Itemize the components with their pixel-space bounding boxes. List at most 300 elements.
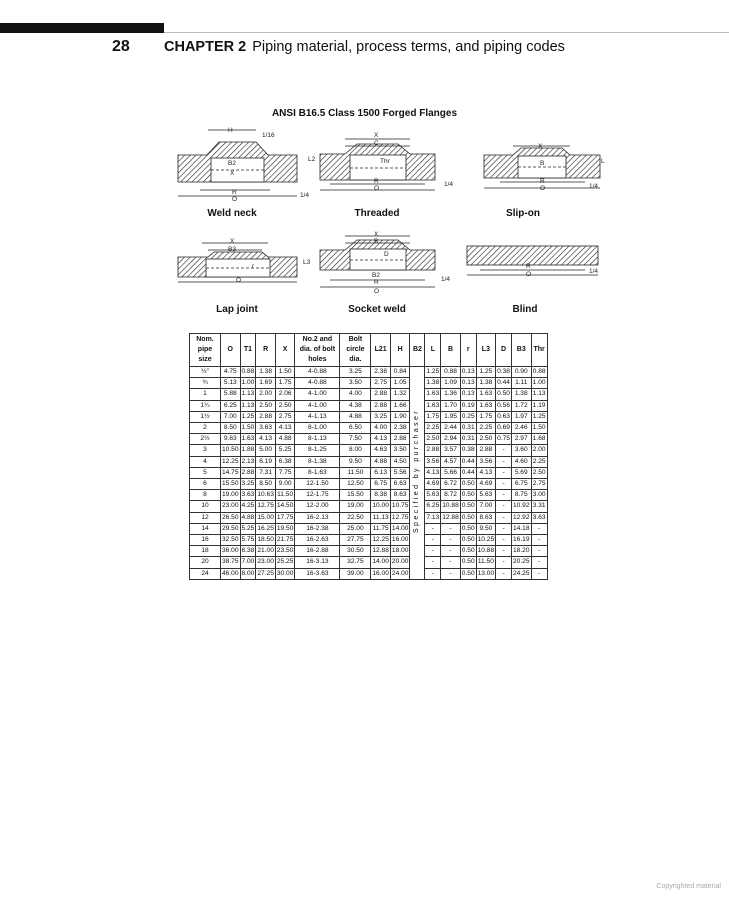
table-cell: 4.60 xyxy=(511,456,531,467)
table-cell: 6.75 xyxy=(371,479,391,490)
table-cell: 1.25 xyxy=(425,367,441,378)
table-cell: 18 xyxy=(190,546,221,557)
table-cell: 0.38 xyxy=(460,445,476,456)
header-bolt-holes: No.2 and dia. of bolt holes xyxy=(295,334,340,367)
table-cell: 1.38 xyxy=(476,378,496,389)
table-cell: 1.19 xyxy=(531,400,547,411)
table-cell: 1.63 xyxy=(425,389,441,400)
table-cell: 11.50 xyxy=(340,467,371,478)
table-cell: 0.90 xyxy=(511,367,531,378)
table-cell: 8.63 xyxy=(476,512,496,523)
table-cell: - xyxy=(496,467,512,478)
table-cell: 11.13 xyxy=(371,512,391,523)
table-cell: 6.38 xyxy=(240,546,256,557)
table-cell: 2.13 xyxy=(240,456,256,467)
table-cell: 30.00 xyxy=(275,568,295,579)
label-quarter-slip: 1/4 xyxy=(589,183,599,190)
blind-diagram xyxy=(467,246,598,275)
table-cell: 0.88 xyxy=(240,367,256,378)
table-cell: 12-1.50 xyxy=(295,479,340,490)
label-C-thr: C xyxy=(374,140,379,147)
header-r: r xyxy=(460,334,476,367)
table-cell: 23.00 xyxy=(221,501,241,512)
table-cell: 2.50 xyxy=(531,467,547,478)
header-bolt-circle: Bolt circle dia. xyxy=(340,334,371,367)
table-cell: 0.50 xyxy=(460,490,476,501)
table-cell: 2.00 xyxy=(256,389,276,400)
table-row xyxy=(190,535,548,546)
label-B3-lap: B3 xyxy=(228,246,236,253)
table-cell: 12 xyxy=(190,512,221,523)
table-cell: - xyxy=(441,535,461,546)
table-cell: 1.66 xyxy=(390,400,410,411)
table-cell: 12.92 xyxy=(511,512,531,523)
table-cell: 30.50 xyxy=(340,546,371,557)
table-cell: 0.50 xyxy=(460,546,476,557)
table-cell: 3.63 xyxy=(240,490,256,501)
table-cell: - xyxy=(496,523,512,534)
table-cell: 0.13 xyxy=(460,367,476,378)
table-cell: 1.69 xyxy=(256,378,276,389)
table-cell: 1.38 xyxy=(511,389,531,400)
table-cell: 2.75 xyxy=(371,378,391,389)
label-R-weld: R xyxy=(232,189,237,196)
table-cell: 11.50 xyxy=(476,557,496,568)
table-cell: 1.95 xyxy=(441,411,461,422)
table-cell: 23.50 xyxy=(275,546,295,557)
table-cell: - xyxy=(496,568,512,579)
table-cell: 6.13 xyxy=(371,467,391,478)
table-cell: 3.31 xyxy=(531,501,547,512)
table-cell: 1½ xyxy=(190,411,221,422)
table-cell: 10.75 xyxy=(390,501,410,512)
header-D: D xyxy=(496,334,512,367)
table-cell: 12.25 xyxy=(371,535,391,546)
label-quarter-socket: 1/4 xyxy=(441,276,451,283)
table-cell: 4-0.88 xyxy=(295,378,340,389)
flange-dimension-table xyxy=(189,333,548,580)
table-cell: 0.56 xyxy=(496,400,512,411)
specified-by-purchaser-cell xyxy=(410,367,425,580)
table-cell: 12.88 xyxy=(441,512,461,523)
table-cell: 1.90 xyxy=(390,411,410,422)
table-row xyxy=(190,400,548,411)
table-cell: 27.25 xyxy=(256,568,276,579)
table-cell: 1.25 xyxy=(476,367,496,378)
table-cell: 2½ xyxy=(190,434,221,445)
table-cell: 16 xyxy=(190,535,221,546)
table-cell: 1.50 xyxy=(531,423,547,434)
label-X-lap: X xyxy=(230,238,235,245)
table-cell: 25.25 xyxy=(275,557,295,568)
table-cell: 12.25 xyxy=(221,456,241,467)
table-cell: 6.19 xyxy=(256,456,276,467)
table-cell: 15.50 xyxy=(221,479,241,490)
table-row xyxy=(190,568,548,579)
flange-diagrams xyxy=(0,0,729,330)
table-cell: 1.25 xyxy=(531,411,547,422)
table-cell: - xyxy=(425,535,441,546)
table-cell: 1.63 xyxy=(240,434,256,445)
label-X-weld: X xyxy=(230,170,235,177)
label-B2-weld: B2 xyxy=(228,160,236,167)
table-cell: 0.50 xyxy=(460,568,476,579)
table-cell: 9.50 xyxy=(476,523,496,534)
table-cell: 18.20 xyxy=(511,546,531,557)
table-cell: 8-1.38 xyxy=(295,456,340,467)
table-cell: 1.75 xyxy=(275,378,295,389)
table-cell: 4.13 xyxy=(256,434,276,445)
table-cell: 4.63 xyxy=(371,445,391,456)
table-cell: 8.72 xyxy=(441,490,461,501)
table-cell: 12.88 xyxy=(371,546,391,557)
table-cell: 2.94 xyxy=(441,434,461,445)
table-cell: 22.50 xyxy=(340,512,371,523)
table-cell: 4.69 xyxy=(476,479,496,490)
table-cell: 3.63 xyxy=(531,512,547,523)
label-O-blind: O xyxy=(526,271,532,278)
table-cell: 5.25 xyxy=(240,523,256,534)
table-cell: 2.88 xyxy=(476,445,496,456)
table-cell: 19.00 xyxy=(340,501,371,512)
table-cell: 3.63 xyxy=(256,423,276,434)
header-L: L xyxy=(425,334,441,367)
table-cell: 0.13 xyxy=(460,378,476,389)
table-cell: 6 xyxy=(190,479,221,490)
table-cell: 8.63 xyxy=(390,490,410,501)
table-cell: 6.50 xyxy=(340,423,371,434)
table-cell: 14 xyxy=(190,523,221,534)
table-cell: 14.75 xyxy=(221,467,241,478)
table-cell: 2.00 xyxy=(531,445,547,456)
table-cell: 4-0.88 xyxy=(295,367,340,378)
table-cell: 1.97 xyxy=(511,411,531,422)
table-cell: 16.00 xyxy=(390,535,410,546)
table-cell: 3.25 xyxy=(240,479,256,490)
table-cell: 6.75 xyxy=(511,479,531,490)
table-cell: 6.63 xyxy=(390,479,410,490)
table-cell: 17.75 xyxy=(275,512,295,523)
table-cell: 1.75 xyxy=(476,411,496,422)
table-cell: 8.38 xyxy=(371,490,391,501)
table-cell: 2.06 xyxy=(275,389,295,400)
table-cell: 1.63 xyxy=(425,400,441,411)
table-cell: 12-1.75 xyxy=(295,490,340,501)
table-cell: 27.75 xyxy=(340,535,371,546)
table-cell: 4.88 xyxy=(340,411,371,422)
table-cell: 2.88 xyxy=(256,411,276,422)
table-cell: 0.31 xyxy=(460,434,476,445)
table-cell: 4.88 xyxy=(275,434,295,445)
label-B-socket: B xyxy=(374,238,379,245)
header-R: R xyxy=(256,334,276,367)
table-cell: 2.97 xyxy=(511,434,531,445)
table-cell: 10.88 xyxy=(476,546,496,557)
table-cell: - xyxy=(441,557,461,568)
table-cell: - xyxy=(425,568,441,579)
table-cell: 4.88 xyxy=(371,456,391,467)
label-r-lap: r xyxy=(252,263,255,270)
table-cell: 1.38 xyxy=(425,378,441,389)
table-cell: 6.25 xyxy=(221,400,241,411)
caption-slip-on: Slip-on xyxy=(506,208,540,219)
table-cell: 20.00 xyxy=(390,557,410,568)
table-cell: 21.75 xyxy=(275,535,295,546)
table-cell: 13.00 xyxy=(476,568,496,579)
table-cell: 3.50 xyxy=(340,378,371,389)
label-O-lap: O xyxy=(236,277,242,284)
table-cell: 3.56 xyxy=(476,456,496,467)
table-cell: ¾ xyxy=(190,378,221,389)
table-cell: 0.75 xyxy=(496,434,512,445)
table-cell: 6.38 xyxy=(275,456,295,467)
table-cell: 0.50 xyxy=(460,501,476,512)
header-Thr: Thr xyxy=(531,334,547,367)
label-R-thr: R xyxy=(374,178,379,185)
table-cell: 4.57 xyxy=(441,456,461,467)
table-row xyxy=(190,479,548,490)
header-H: H xyxy=(390,334,410,367)
table-cell: 4.88 xyxy=(240,512,256,523)
table-cell: 4 xyxy=(190,456,221,467)
table-cell: 38.75 xyxy=(221,557,241,568)
table-cell: 1.63 xyxy=(476,400,496,411)
table-cell: 7.31 xyxy=(256,467,276,478)
table-cell: 1.13 xyxy=(240,389,256,400)
table-cell: 5.00 xyxy=(256,445,276,456)
table-cell: - xyxy=(531,535,547,546)
table-cell: 7.00 xyxy=(221,411,241,422)
table-cell: 12.50 xyxy=(340,479,371,490)
table-cell: 10 xyxy=(190,501,221,512)
table-cell: 11.50 xyxy=(275,490,295,501)
label-R-socket: R xyxy=(374,279,379,286)
table-cell: 5.56 xyxy=(390,467,410,478)
label-quarter-weld: 1/4 xyxy=(300,192,310,199)
label-O-weld: O xyxy=(232,196,238,203)
table-cell: 18.00 xyxy=(390,546,410,557)
table-cell: - xyxy=(531,523,547,534)
table-cell: 4.38 xyxy=(340,400,371,411)
table-row xyxy=(190,467,548,478)
table-cell: 1.32 xyxy=(390,389,410,400)
table-cell: 0.44 xyxy=(460,456,476,467)
table-cell: 0.50 xyxy=(460,512,476,523)
label-B-slip: B xyxy=(540,160,545,167)
table-cell: 10.50 xyxy=(221,445,241,456)
table-cell: 16-2.13 xyxy=(295,512,340,523)
table-cell: 0.25 xyxy=(460,411,476,422)
table-row xyxy=(190,445,548,456)
table-cell: - xyxy=(496,490,512,501)
table-cell: 39.00 xyxy=(340,568,371,579)
table-cell: 3.25 xyxy=(371,411,391,422)
table-row xyxy=(190,501,548,512)
table-cell: 8-1.13 xyxy=(295,434,340,445)
table-cell: 10.00 xyxy=(371,501,391,512)
table-cell: 1.38 xyxy=(256,367,276,378)
table-cell: 2.75 xyxy=(531,479,547,490)
table-cell: 8.00 xyxy=(340,445,371,456)
table-cell: 2.25 xyxy=(476,423,496,434)
table-row xyxy=(190,389,548,400)
table-cell: 5.13 xyxy=(221,378,241,389)
table-cell: 16-2.63 xyxy=(295,535,340,546)
table-cell: 5.88 xyxy=(221,389,241,400)
table-cell: 1.05 xyxy=(390,378,410,389)
label-O-thr: O xyxy=(374,185,380,192)
table-cell: 0.69 xyxy=(496,423,512,434)
table-cell: 3.56 xyxy=(425,456,441,467)
table-cell: 16.25 xyxy=(256,523,276,534)
table-cell: - xyxy=(441,523,461,534)
table-cell: 2.88 xyxy=(371,400,391,411)
table-cell: - xyxy=(496,501,512,512)
table-cell: 6.72 xyxy=(441,479,461,490)
table-cell: 16-2.38 xyxy=(295,523,340,534)
table-cell: 1.00 xyxy=(240,378,256,389)
table-cell: - xyxy=(441,568,461,579)
table-cell: 19.00 xyxy=(221,490,241,501)
table-cell: 1 xyxy=(190,389,221,400)
table-cell: 7.50 xyxy=(340,434,371,445)
table-cell: 2.38 xyxy=(371,367,391,378)
table-cell: 5.25 xyxy=(275,445,295,456)
table-cell: 2.88 xyxy=(371,389,391,400)
table-row xyxy=(190,434,548,445)
table-cell: 5.66 xyxy=(441,467,461,478)
table-cell: 46.00 xyxy=(221,568,241,579)
label-X-thr: X xyxy=(374,132,379,139)
table-cell: 2.88 xyxy=(425,445,441,456)
table-row xyxy=(190,557,548,568)
table-cell: 4-1.13 xyxy=(295,411,340,422)
table-cell: 4.69 xyxy=(425,479,441,490)
header-L21: L21 xyxy=(371,334,391,367)
header-O: O xyxy=(221,334,241,367)
table-cell: 1¼ xyxy=(190,400,221,411)
table-cell: 0.31 xyxy=(460,423,476,434)
table-cell: 1.00 xyxy=(531,378,547,389)
table-cell: 32.50 xyxy=(221,535,241,546)
table-cell: - xyxy=(496,456,512,467)
table-cell: 0.88 xyxy=(441,367,461,378)
table-cell: 20.25 xyxy=(511,557,531,568)
table-cell: 2.50 xyxy=(425,434,441,445)
table-cell: 19.50 xyxy=(275,523,295,534)
page-number: 28 xyxy=(112,38,130,55)
table-cell: 4.13 xyxy=(476,467,496,478)
table-cell: - xyxy=(531,546,547,557)
table-cell: 8-1.63 xyxy=(295,467,340,478)
label-H: H xyxy=(228,127,233,134)
header-nom-pipe-size: Nom. pipe size xyxy=(190,334,221,367)
table-cell: 2.88 xyxy=(390,434,410,445)
table-cell: 12-2.00 xyxy=(295,501,340,512)
table-row xyxy=(190,490,548,501)
table-cell: - xyxy=(531,557,547,568)
table-cell: 29.50 xyxy=(221,523,241,534)
table-cell: 16.19 xyxy=(511,535,531,546)
label-R-slip: R xyxy=(540,178,545,185)
table-cell: 8.50 xyxy=(256,479,276,490)
label-L-slip: L xyxy=(601,158,605,165)
table-row xyxy=(190,546,548,557)
table-cell: 24 xyxy=(190,568,221,579)
table-cell: - xyxy=(496,557,512,568)
table-cell: 10.63 xyxy=(256,490,276,501)
table-cell: 2 xyxy=(190,423,221,434)
table-cell: 2.46 xyxy=(511,423,531,434)
label-L3-lap: L3 xyxy=(303,259,311,266)
table-cell: 4.50 xyxy=(390,456,410,467)
table-cell: 1.50 xyxy=(240,423,256,434)
label-L2: L2 xyxy=(308,156,316,163)
table-cell: 1.09 xyxy=(441,378,461,389)
table-cell: 5.69 xyxy=(511,467,531,478)
table-cell: 5.63 xyxy=(425,490,441,501)
label-quarter-thr: 1/4 xyxy=(444,181,454,188)
table-cell: 16-2.88 xyxy=(295,546,340,557)
table-cell: 0.50 xyxy=(460,557,476,568)
table-cell: 8.75 xyxy=(511,490,531,501)
table-cell: 0.50 xyxy=(460,479,476,490)
table-cell: 1.25 xyxy=(240,411,256,422)
table-cell: 12.75 xyxy=(256,501,276,512)
table-cell: 2.25 xyxy=(425,423,441,434)
table-cell: 36.00 xyxy=(221,546,241,557)
caption-socket-weld: Socket weld xyxy=(348,304,406,315)
caption-blind: Blind xyxy=(512,304,538,315)
table-row xyxy=(190,423,548,434)
table-cell: 4-1.00 xyxy=(295,400,340,411)
table-cell: 1.68 xyxy=(531,434,547,445)
table-row xyxy=(190,456,548,467)
table-cell: 20 xyxy=(190,557,221,568)
header-B: B xyxy=(441,334,461,367)
table-row xyxy=(190,523,548,534)
table-cell: 0.19 xyxy=(460,400,476,411)
table-cell: - xyxy=(496,445,512,456)
table-cell: 4.13 xyxy=(275,423,295,434)
table-cell: 18.50 xyxy=(256,535,276,546)
table-cell: 2.25 xyxy=(531,456,547,467)
table-cell: 15.50 xyxy=(340,490,371,501)
label-O-socket: O xyxy=(374,288,380,295)
table-cell: 1.13 xyxy=(531,389,547,400)
table-cell: 11.75 xyxy=(371,523,391,534)
table-cell: 8-1.00 xyxy=(295,423,340,434)
table-cell: 14.18 xyxy=(511,523,531,534)
table-cell: 4-1.00 xyxy=(295,389,340,400)
table-cell: - xyxy=(531,568,547,579)
table-cell: 16-3.63 xyxy=(295,568,340,579)
table-cell: 3.57 xyxy=(441,445,461,456)
table-cell: 5 xyxy=(190,467,221,478)
table-cell: 3.60 xyxy=(511,445,531,456)
table-cell: 1.88 xyxy=(240,445,256,456)
copyright-note: Copyrighted material xyxy=(656,883,721,890)
table-cell: 0.50 xyxy=(496,389,512,400)
table-cell: 7.13 xyxy=(425,512,441,523)
table-cell: 12.75 xyxy=(390,512,410,523)
table-cell: 26.50 xyxy=(221,512,241,523)
table-body xyxy=(190,367,548,580)
table-cell: 0.44 xyxy=(460,467,476,478)
table-cell: 23.00 xyxy=(256,557,276,568)
table-cell: 2.50 xyxy=(275,400,295,411)
table-cell: 7.00 xyxy=(240,557,256,568)
